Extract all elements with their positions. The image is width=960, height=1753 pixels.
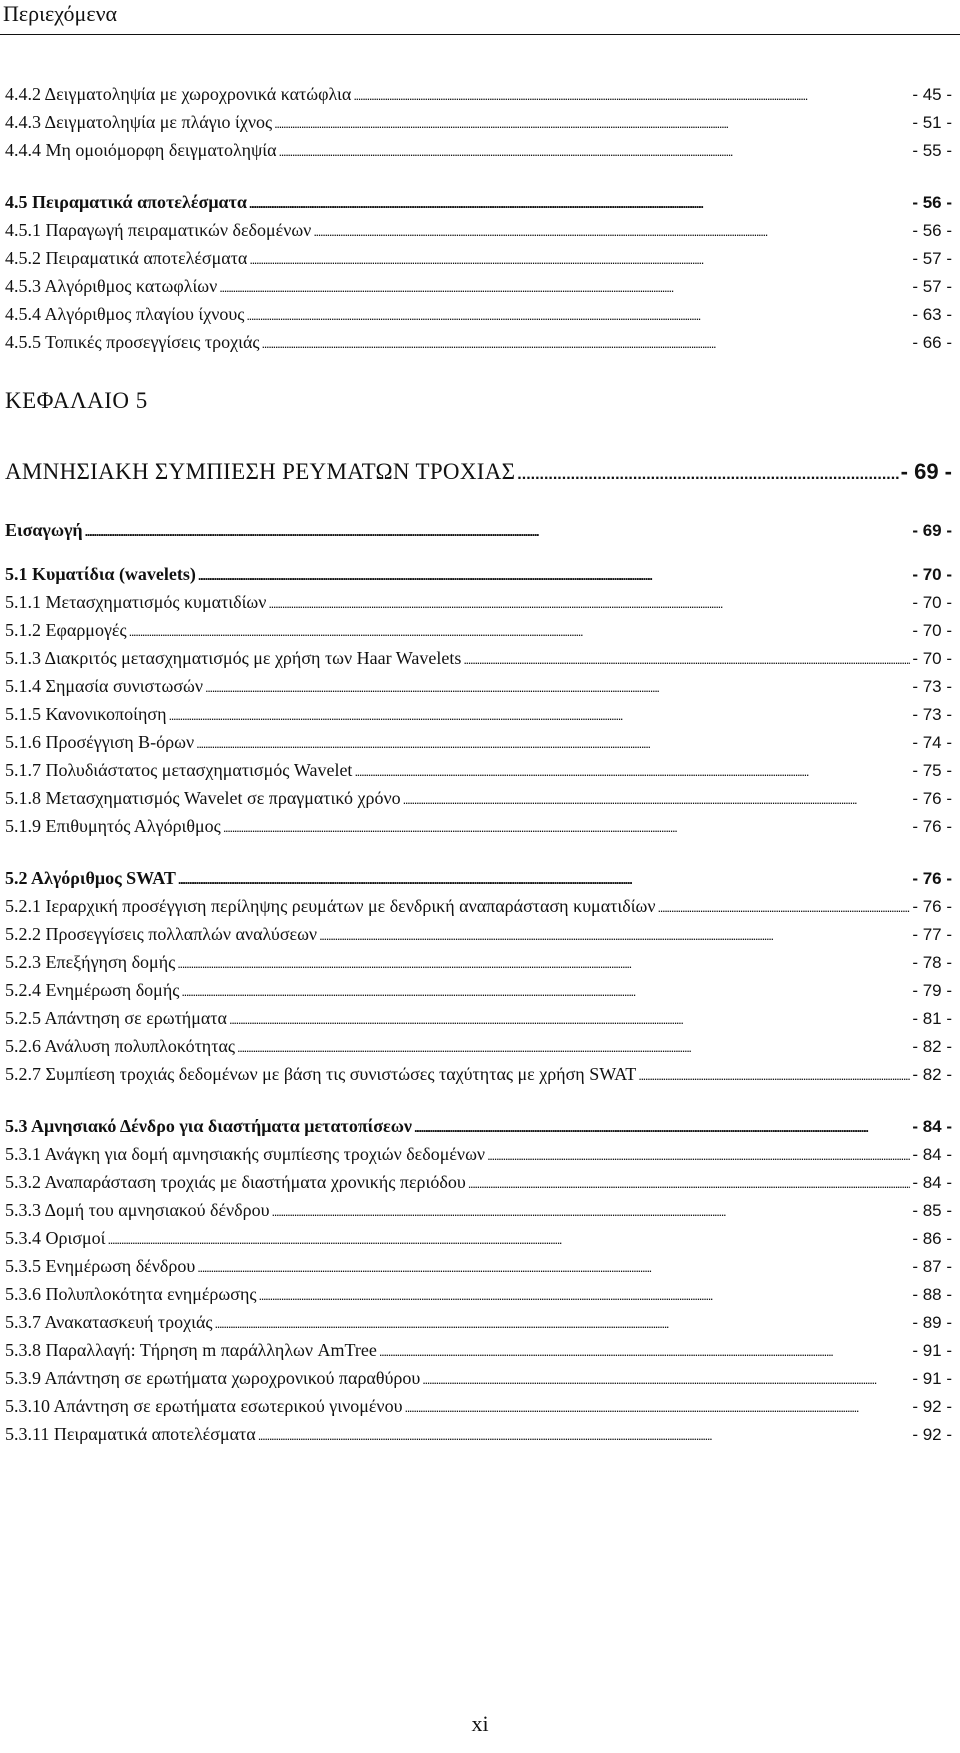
dot-leader: [313, 218, 910, 246]
toc-entry-title: 4.5 Πειραματικά αποτελέσματα: [5, 192, 247, 212]
dot-leader: [215, 1310, 911, 1338]
toc-page-number: - 77 -: [912, 925, 952, 944]
toc-page-number: - 57 -: [912, 249, 952, 268]
dot-leader: [219, 274, 910, 302]
toc-entry[interactable]: [5, 1032, 952, 1060]
toc-section-5-2[interactable]: [5, 864, 952, 892]
spacer: [5, 544, 952, 560]
toc-entry-title: 5.1.5 Κανονικοποίηση: [5, 704, 167, 724]
toc-entry-title: 5.2 Αλγόριθμος SWAT: [5, 868, 176, 888]
dot-leader: [249, 190, 910, 218]
dot-leader: [414, 1114, 910, 1142]
dot-leader: [198, 562, 910, 590]
toc-page-number: - 82 -: [912, 1037, 952, 1056]
toc-entry-title: Εισαγωγή: [5, 520, 83, 540]
toc-group-5-1: [5, 588, 952, 840]
toc-entry[interactable]: [5, 948, 952, 976]
toc-entry[interactable]: [5, 1280, 952, 1308]
toc-group-4-4: [5, 80, 952, 164]
running-header-title: Περιεχόμενα: [3, 1, 118, 26]
toc-chapter-5[interactable]: [5, 456, 952, 488]
toc-page-number: - 85 -: [912, 1201, 952, 1220]
toc-entry-title: 5.3 Αμνησιακό Δένδρο για διαστήματα μετατοπίσεων: [5, 1116, 412, 1136]
dot-leader: [658, 894, 911, 922]
dot-leader: [517, 459, 898, 491]
toc-page-number: - 57 -: [912, 277, 952, 296]
toc-page-number: - 86 -: [912, 1229, 952, 1248]
toc-intro[interactable]: [5, 516, 952, 544]
toc-page-number: - 76 -: [912, 897, 952, 916]
toc-page-number: - 69 -: [912, 521, 952, 540]
toc-entry-title: 5.3.11 Πειραματικά αποτελέσματα: [5, 1424, 256, 1444]
toc-entry-title: 5.1.3 Διακριτός μετασχηματισμός με χρήση των Haar Wavelets: [5, 648, 462, 668]
toc-entry[interactable]: [5, 1392, 952, 1420]
toc-section-4-5[interactable]: [5, 188, 952, 216]
dot-leader: [196, 730, 910, 758]
toc-page-number: - 76 -: [912, 817, 952, 836]
toc-page-number: - 76 -: [912, 789, 952, 808]
toc-entry-title: 5.3.5 Ενημέρωση δένδρου: [5, 1256, 196, 1276]
toc-page-number: - 74 -: [912, 733, 952, 752]
dot-leader: [249, 246, 910, 274]
dot-leader: [181, 978, 910, 1006]
toc-entry-title: 5.2.2 Προσεγγίσεις πολλαπλών αναλύσεων: [5, 924, 318, 944]
toc-entry-title: 4.5.1 Παραγωγή πειραματικών δεδομένων: [5, 220, 312, 240]
spacer: [5, 840, 952, 864]
toc-entry-title: 5.3.9 Απάντηση σε ερωτήματα χωροχρονικού παραθύρου: [5, 1368, 421, 1388]
toc-entry[interactable]: [5, 756, 952, 784]
toc-entry-title: 5.2.3 Επεξήγηση δομής: [5, 952, 176, 972]
chapter-page-number: - 69 -: [900, 459, 952, 484]
toc-entry-title: 4.4.4 Μη ομοιόμορφη δειγματοληψία: [5, 140, 277, 160]
toc-entry-title: 5.3.6 Πολυπλοκότητα ενημέρωσης: [5, 1284, 257, 1304]
toc-entry[interactable]: [5, 80, 952, 108]
toc-entry-title: 5.3.4 Ορισμοί: [5, 1228, 106, 1248]
dot-leader: [237, 1034, 910, 1062]
toc-entry-title: 5.1.9 Επιθυμητός Αλγόριθμος: [5, 816, 221, 836]
dot-leader: [279, 138, 911, 166]
toc-page-number: - 87 -: [912, 1257, 952, 1276]
toc-entry[interactable]: [5, 1140, 952, 1168]
toc-page-number: - 70 -: [912, 593, 952, 612]
toc-entry-title: 5.2.4 Ενημέρωση δομής: [5, 980, 180, 1000]
dot-leader: [229, 1006, 910, 1034]
dot-leader: [178, 866, 910, 894]
dot-leader: [108, 1226, 911, 1254]
toc-entry[interactable]: [5, 1060, 952, 1088]
toc-entry[interactable]: [5, 272, 952, 300]
dot-leader: [169, 702, 911, 730]
dot-leader: [223, 814, 911, 842]
dot-leader: [259, 1282, 911, 1310]
toc-entry[interactable]: [5, 812, 952, 840]
toc-entry-title: 5.3.7 Ανακατασκευή τροχιάς: [5, 1312, 213, 1332]
toc-page-number: - 78 -: [912, 953, 952, 972]
dot-leader: [353, 82, 910, 110]
dot-leader: [262, 330, 911, 358]
toc-page-number: - 63 -: [912, 305, 952, 324]
toc-entry-title: 5.1.6 Προσέγγιση Β-όρων: [5, 732, 195, 752]
toc-entry[interactable]: [5, 644, 952, 672]
toc-page-number: - 51 -: [912, 113, 952, 132]
dot-leader: [268, 590, 910, 618]
toc-page-number: - 73 -: [912, 705, 952, 724]
toc-page-number: - 55 -: [912, 141, 952, 160]
toc-page-number: - 88 -: [912, 1285, 952, 1304]
toc-entry-title: 5.2.5 Απάντηση σε ερωτήματα: [5, 1008, 227, 1028]
toc-entry[interactable]: [5, 300, 952, 328]
toc-entry-title: 4.5.4 Αλγόριθμος πλαγίου ίχνους: [5, 304, 245, 324]
toc-entry[interactable]: [5, 136, 952, 164]
chapter-label: ΚΕΦΑΛΑΙΟ 5: [5, 388, 148, 413]
toc-entry[interactable]: [5, 588, 952, 616]
toc-page-number: - 76 -: [912, 869, 952, 888]
dot-leader: [177, 950, 910, 978]
toc-entry[interactable]: [5, 920, 952, 948]
toc-entry-title: 5.2.1 Ιεραρχική προσέγγιση περίληψης ρευμάτων με δενδρική αναπαράσταση κυματιδίων: [5, 896, 656, 916]
dot-leader: [463, 646, 910, 674]
toc-entry[interactable]: [5, 1004, 952, 1032]
header-divider: [0, 34, 960, 35]
toc-page-number: - 66 -: [912, 333, 952, 352]
toc-entry[interactable]: [5, 244, 952, 272]
dot-leader: [403, 786, 911, 814]
toc-entry-title: 5.3.1 Ανάγκη για δομή αμνησιακής συμπίεσης τροχιών δεδομένων: [5, 1144, 486, 1164]
toc-entry[interactable]: [5, 216, 952, 244]
toc-page-number: - 84 -: [912, 1173, 952, 1192]
page-number-footer: xi: [471, 1711, 489, 1736]
toc-entry-title: 4.5.2 Πειραματικά αποτελέσματα: [5, 248, 248, 268]
toc-page-number: - 79 -: [912, 981, 952, 1000]
dot-leader: [205, 674, 910, 702]
dot-leader: [379, 1338, 910, 1366]
toc-entry[interactable]: [5, 672, 952, 700]
toc-page-number: - 75 -: [912, 761, 952, 780]
toc-page-number: - 70 -: [912, 565, 952, 584]
toc-page-number: - 91 -: [912, 1369, 952, 1388]
toc-entry-title: 5.2.7 Συμπίεση τροχιάς δεδομένων με βάση τις συνιστώσες ταχύτητας με χρήση SWAT: [5, 1064, 637, 1084]
toc-page-number: - 81 -: [912, 1009, 952, 1028]
dot-leader: [468, 1170, 911, 1198]
toc-entry-title: 5.3.3 Δομή του αμνησιακού δένδρου: [5, 1200, 270, 1220]
toc-page-number: - 92 -: [912, 1397, 952, 1416]
toc-page-number: - 73 -: [912, 677, 952, 696]
dot-leader: [197, 1254, 910, 1282]
toc-entry-title: 4.5.3 Αλγόριθμος κατωφλίων: [5, 276, 218, 296]
toc-page-number: - 91 -: [912, 1341, 952, 1360]
dot-leader: [274, 110, 910, 138]
toc-entry-title: 5.1.2 Εφαρμογές: [5, 620, 127, 640]
toc-group-4-5: [5, 216, 952, 356]
toc-entry[interactable]: [5, 892, 952, 920]
toc-entry[interactable]: [5, 1168, 952, 1196]
toc-group-5-3: [5, 1140, 952, 1448]
toc-entry[interactable]: [5, 1224, 952, 1252]
chapter-title: ΑΜΝΗΣΙΑΚΗ ΣΥΜΠΙΕΣΗ ΡΕΥΜΑΤΩΝ ΤΡΟΧΙΑΣ: [5, 459, 516, 484]
toc-page-number: - 92 -: [912, 1425, 952, 1444]
toc-entry[interactable]: [5, 1308, 952, 1336]
spacer: [5, 1088, 952, 1112]
dot-leader: [258, 1422, 911, 1450]
table-of-contents: [5, 80, 952, 1448]
toc-entry[interactable]: [5, 1336, 952, 1364]
toc-entry[interactable]: [5, 108, 952, 136]
toc-entry-title: 5.1 Κυματίδια (wavelets): [5, 564, 196, 584]
toc-section-5-3[interactable]: [5, 1112, 952, 1140]
toc-page-number: - 45 -: [912, 85, 952, 104]
toc-page-number: - 56 -: [912, 221, 952, 240]
dot-leader: [319, 922, 910, 950]
dot-leader: [638, 1062, 910, 1090]
dot-leader: [129, 618, 911, 646]
toc-page-number: - 84 -: [912, 1117, 952, 1136]
toc-entry[interactable]: [5, 616, 952, 644]
toc-entry-title: 5.3.2 Αναπαράσταση τροχιάς με διαστήματα χρονικής περιόδου: [5, 1172, 466, 1192]
dot-leader: [487, 1142, 910, 1170]
dot-leader: [246, 302, 910, 330]
toc-page-number: - 84 -: [912, 1145, 952, 1164]
toc-entry-title: 5.1.7 Πολυδιάστατος μετασχηματισμός Wavelet: [5, 760, 353, 780]
toc-entry-title: 4.4.3 Δειγματοληψία με πλάγιο ίχνος: [5, 112, 273, 132]
toc-entry[interactable]: [5, 976, 952, 1004]
toc-page-number: - 89 -: [912, 1313, 952, 1332]
dot-leader: [85, 518, 911, 546]
toc-page-number: - 56 -: [912, 193, 952, 212]
toc-entry[interactable]: [5, 1420, 952, 1448]
dot-leader: [422, 1366, 910, 1394]
toc-entry-title: 5.1.1 Μετασχηματισμός κυματιδίων: [5, 592, 267, 612]
dot-leader: [404, 1394, 910, 1422]
toc-entry-title: 5.1.8 Μετασχηματισμός Wavelet σε πραγματικό χρόνο: [5, 788, 401, 808]
toc-entry[interactable]: [5, 328, 952, 356]
toc-entry-title: 5.1.4 Σημασία συνιστωσών: [5, 676, 204, 696]
toc-entry[interactable]: [5, 700, 952, 728]
toc-entry-title: 5.2.6 Ανάλυση πολυπλοκότητας: [5, 1036, 236, 1056]
dot-leader: [272, 1198, 911, 1226]
toc-entry-title: 4.4.2 Δειγματοληψία με χωροχρονικά κατώφλια: [5, 84, 352, 104]
toc-page-number: - 70 -: [912, 649, 952, 668]
toc-page-number: - 82 -: [912, 1065, 952, 1084]
toc-entry-title: 5.3.8 Παραλλαγή: Τήρηση m παράλληλων AmTree: [5, 1340, 377, 1360]
toc-entry[interactable]: [5, 1196, 952, 1224]
toc-group-5-2: [5, 892, 952, 1088]
toc-section-5-1[interactable]: [5, 560, 952, 588]
toc-entry-title: 5.3.10 Απάντηση σε ερωτήματα εσωτερικού γινομένου: [5, 1396, 403, 1416]
spacer: [5, 164, 952, 188]
toc-entry[interactable]: [5, 728, 952, 756]
dot-leader: [354, 758, 910, 786]
toc-entry[interactable]: [5, 784, 952, 812]
toc-page-number: - 70 -: [912, 621, 952, 640]
toc-entry-title: 4.5.5 Τοπικές προσεγγίσεις τροχιάς: [5, 332, 260, 352]
toc-entry[interactable]: [5, 1252, 952, 1280]
toc-entry[interactable]: [5, 1364, 952, 1392]
